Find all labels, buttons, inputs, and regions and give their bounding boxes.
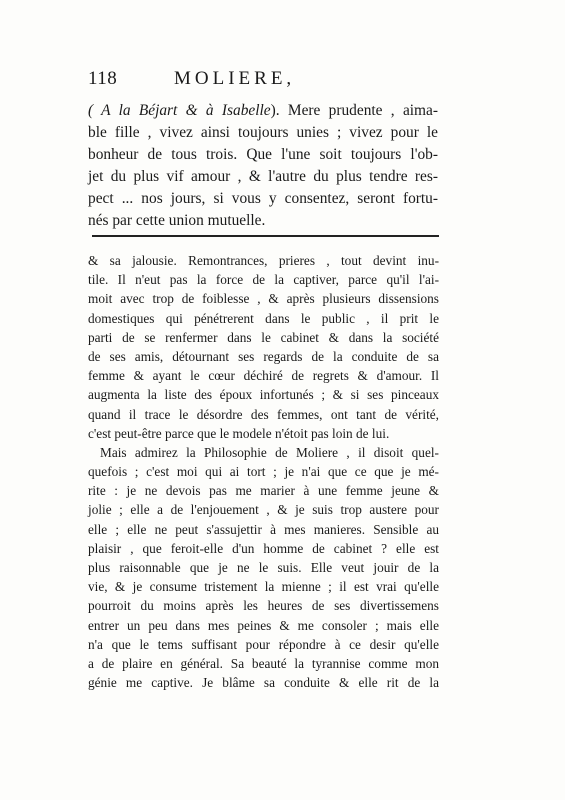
lower-line-11: quefois ; c'est moi qui ai tort ; je n'ai que ce que je mé-: [88, 464, 439, 480]
lower-line-10: Mais admirez la Philosophie de Moliere , il disoit quel-: [100, 444, 439, 460]
lower-line-7: augmenta la liste des époux infortunés ; & si ses pinceaux: [88, 387, 439, 403]
lower-line-0: & sa jalousie. Remontrances, prieres , tout devint inu-: [88, 253, 439, 268]
lower-line-19: entrer un peu dans mes peines & me consoler ; mais elle: [88, 617, 439, 633]
lower-text: [88, 251, 439, 692]
lower-line-20: n'a que le tems suffisant pour répondre à ce desir qu'elle: [88, 636, 439, 652]
lower-line-9: c'est peut-être parce que le modele n'étoit pas loin de lui.: [88, 425, 390, 441]
lower-line-15: plaisir , que feroit-elle d'un homme de cabinet ? elle est: [88, 540, 439, 556]
upper-line-0-rest: ). Mere prudente , aima-: [270, 102, 438, 119]
lower-line-16: plus raisonnable que je ne le suis. Elle veut jouir de la: [88, 560, 439, 575]
upper-line-5: nés par cette union mutuelle.: [88, 212, 266, 229]
lower-line-5: de ses amis, détournant ses regards de la conduite de sa: [88, 348, 439, 364]
upper-line-0: [88, 100, 438, 122]
divider-rule: [92, 235, 439, 237]
lower-line-1: tile. Il n'eut pas la force de la captiver, parce qu'il l'ai-: [88, 272, 439, 288]
lower-line-18: pourroit du moins après les heures de ses divertissemens: [88, 598, 439, 614]
upper-line-1: ble fille , vivez ainsi toujours unies ; vivez pour le: [88, 124, 438, 141]
lower-line-3: domestiques qui pénétrerent dans le public , il prit le: [88, 310, 439, 326]
lower-line-17: vie, & je consume tristement la mienne ; il est vrai qu'elle: [88, 579, 439, 595]
lower-line-13: jolie ; elle a de l'enjouement , & je suis trop austere pour: [88, 502, 439, 518]
running-title: MOLIERE,: [174, 68, 296, 89]
lower-line-14: elle ; elle ne peut s'assujettir à mes manieres. Sensible au: [88, 521, 439, 537]
lower-line-22: génie me captive. Je blâme sa conduite & elle rit de la: [88, 675, 439, 691]
lower-line-21: a de plaire en général. Sa beauté la tyrannise comme mon: [88, 655, 439, 671]
page-header: [88, 68, 448, 94]
upper-line-3: jet du plus vif amour , & l'autre du plus tendre res-: [88, 168, 438, 185]
upper-line-2: bonheur de tous trois. Que l'une soit toujours l'ob-: [88, 146, 438, 163]
upper-paragraph: [88, 100, 438, 232]
page-number: 118: [88, 68, 118, 89]
lower-line-12: rite : je ne devois pas me marier à une femme jeune &: [88, 483, 439, 499]
lower-line-2: moit avec trop de foiblesse , & après plusieurs dissensions: [88, 291, 439, 307]
upper-line-0-italic: ( A la Béjart & à Isabelle: [88, 102, 271, 119]
lower-line-4: parti de se renfermer dans le cabinet & dans la société: [88, 329, 439, 345]
lower-line-8: quand il trace le désordre des femmes, ont tant de vérité,: [88, 406, 439, 422]
upper-line-4: pect ... nos jours, si vous y consentez, seront fortu-: [88, 190, 438, 207]
lower-line-6: femme & ayant le cœur déchiré de regrets & d'amour. Il: [88, 368, 439, 384]
